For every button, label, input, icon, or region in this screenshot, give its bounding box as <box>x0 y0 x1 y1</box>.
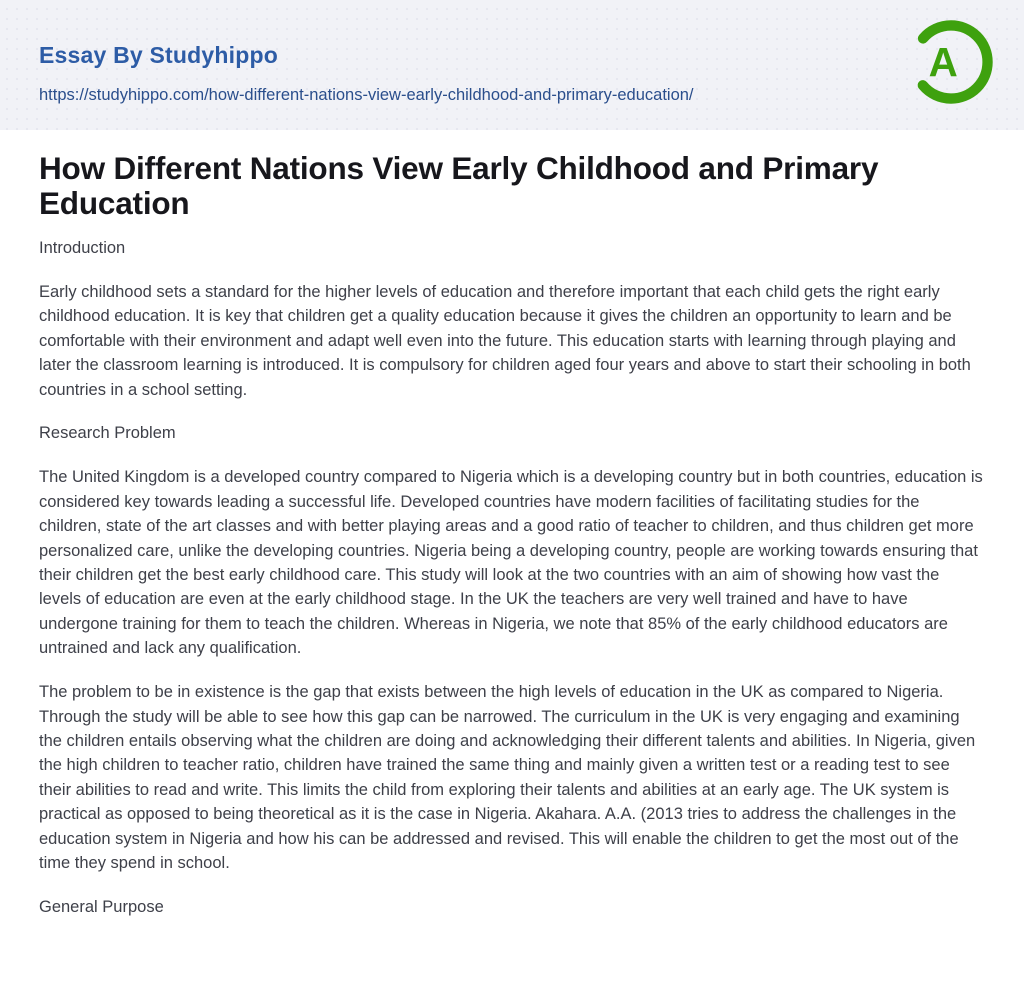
article-body <box>0 130 1024 919</box>
essay-url-link[interactable]: https://studyhippo.com/how-different-nations-view-early-childhood-and-primary-education/ <box>39 86 694 104</box>
page-title: How Different Nations View Early Childhood and Primary Education <box>39 150 879 221</box>
paragraph-research-problem-1: The United Kingdom is a developed country compared to Nigeria which is a developing country but in both countries, education is considered key towards leading a successful life. Developed countries have modern facilities of facilitating studies for the children, state of the art classes and with better playing areas and a good ratio of teacher to children, and thus children get more personalized care, unlike the developing countries. Nigeria being a developing country, people are working towards ensuring that their children get the best early childhood care. This study will look at the two countries with an aim of showing how vast the levels of education are even at the early childhood stage. In the UK the teachers are very well trained and have to have undergone training for them to teach the children. Whereas in Nigeria, we note that 85% of the early childhood educators are untrained and lack any qualification. <box>39 468 983 658</box>
page-header <box>0 0 1024 130</box>
paragraph-research-problem-2: The problem to be in existence is the gap that exists between the high levels of education in the UK as compared to Nigeria. Through the study will be able to see how this gap can be narrowed. The curriculum in the UK is very engaging and examining the children entails observing what the children are doing and acknowledging their different talents and abilities. In Nigeria, given the high children to teacher ratio, children have trained the same thing and mainly given a written test or a reading test to see their abilities to read and write. This limits the child from exploring their talents and abilities at an early age. The UK system is practical as opposed to being theoretical as it is the case in Nigeria. Akahara. A.A. (2013 tries to address the challenges in the education system in Nigeria and how his can be addressed and revised. This will enable the children to get the most out of the time they spend in school. <box>39 683 976 872</box>
studyhippo-logo-icon <box>908 19 994 105</box>
paragraph-introduction: Early childhood sets a standard for the higher levels of education and therefore important that each child gets the right early childhood education. It is key that children get a quality education because it gives the children an opportunity to learn and be comfortable with their environment and adapt well even into the future. This education starts with learning through playing and later the classroom learning is introduced. It is compulsory for children aged four years and above to start their schooling in both countries in a school setting. <box>39 282 971 399</box>
site-title: Essay By Studyhippo <box>39 42 278 68</box>
section-heading-general-purpose: General Purpose <box>39 897 164 916</box>
section-heading-research-problem: Research Problem <box>39 424 176 443</box>
section-heading-introduction: Introduction <box>39 239 126 257</box>
logo-letter: A <box>928 39 958 86</box>
